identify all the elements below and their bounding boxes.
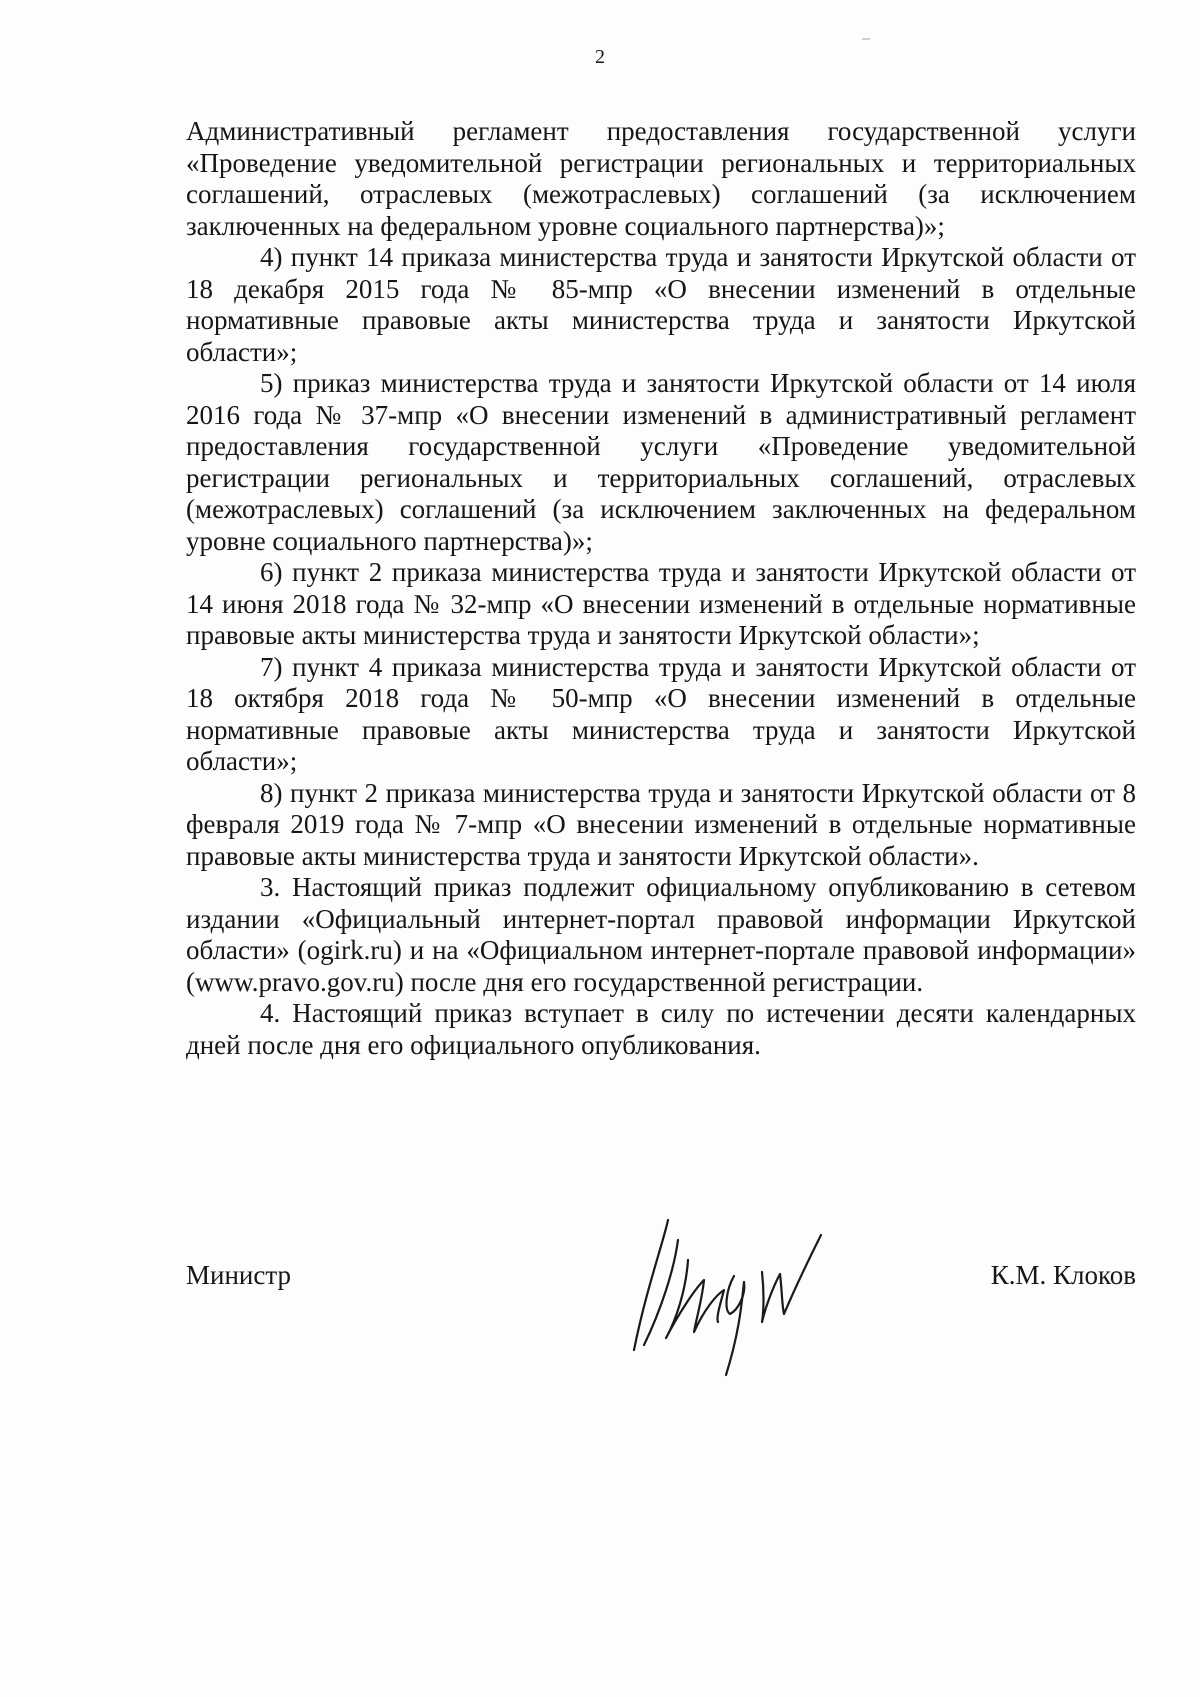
paragraph-item-8: 8) пункт 2 приказа министерства труда и занятости Иркутской области от 8 февраля 2019 года № 7-мпр «О внесении изменений в отдельные нормативные правовые акты министерства труда и занятости Иркутской области». xyxy=(186,777,1136,871)
paragraph-item-6: 6) пункт 2 приказа министерства труда и занятости Иркутской области от 14 июня 2018 года № 32-мпр «О внесении изменений в отдельные нормативные правовые акты министерства труда и занятости Иркутской области»; xyxy=(186,557,1136,650)
paragraph-item-4: 4) пункт 14 приказа министерства труда и занятости Иркутской области от 18 декабря 2015 года № 85-мпр «О внесении изменений в отдельные нормативные правовые акты министерства труда и занятости Иркутской области»; xyxy=(186,242,1136,367)
paragraph-item-7: 7) пункт 4 приказа министерства труда и занятости Иркутской области от 18 октября 2018 года № 50-мпр «О внесении изменений в отдельные нормативные правовые акты министерства труда и занятости Иркутской области»; xyxy=(186,651,1136,776)
page-number: 2 xyxy=(595,46,605,68)
signer-position: Министр xyxy=(186,1260,291,1290)
scan-artifact xyxy=(862,38,870,40)
handwritten-signature-icon xyxy=(616,1210,856,1380)
paragraph-continuation: Административный регламент предоставления государственной услуги «Проведение уведомительной регистрации региональных и территориальных соглашений, отраслевых (межотраслевых) соглашений (за исключением заключенных на федеральном уровне социального партнерства)»; xyxy=(186,116,1136,241)
signature-block xyxy=(186,1240,1136,1370)
paragraph-clause-3: 3. Настоящий приказ подлежит официальному опубликованию в сетевом издании «Официальный интернет-портал правовой информации Иркутской области» (ogirk.ru) и на «Официальном интернет-портале правовой информации» (www.pravo.gov.ru) после дня его государственной регистрации. xyxy=(186,872,1136,997)
paragraph-clause-4: 4. Настоящий приказ вступает в силу по истечении десяти календарных дней после дня его официального опубликования. xyxy=(186,998,1136,1060)
document-body xyxy=(186,116,1136,1061)
signer-name: К.М. Клоков xyxy=(990,1260,1136,1290)
paragraph-item-5: 5) приказ министерства труда и занятости Иркутской области от 14 июля 2016 года № 37-мпр «О внесении изменений в административный регламент предоставления государственной услуги «Проведение уведомительной регистрации региональных и территориальных соглашений, отраслевых (межотраслевых) соглашений (за исключением заключенных на федеральном уровне социального партнерства)»; xyxy=(186,368,1136,556)
